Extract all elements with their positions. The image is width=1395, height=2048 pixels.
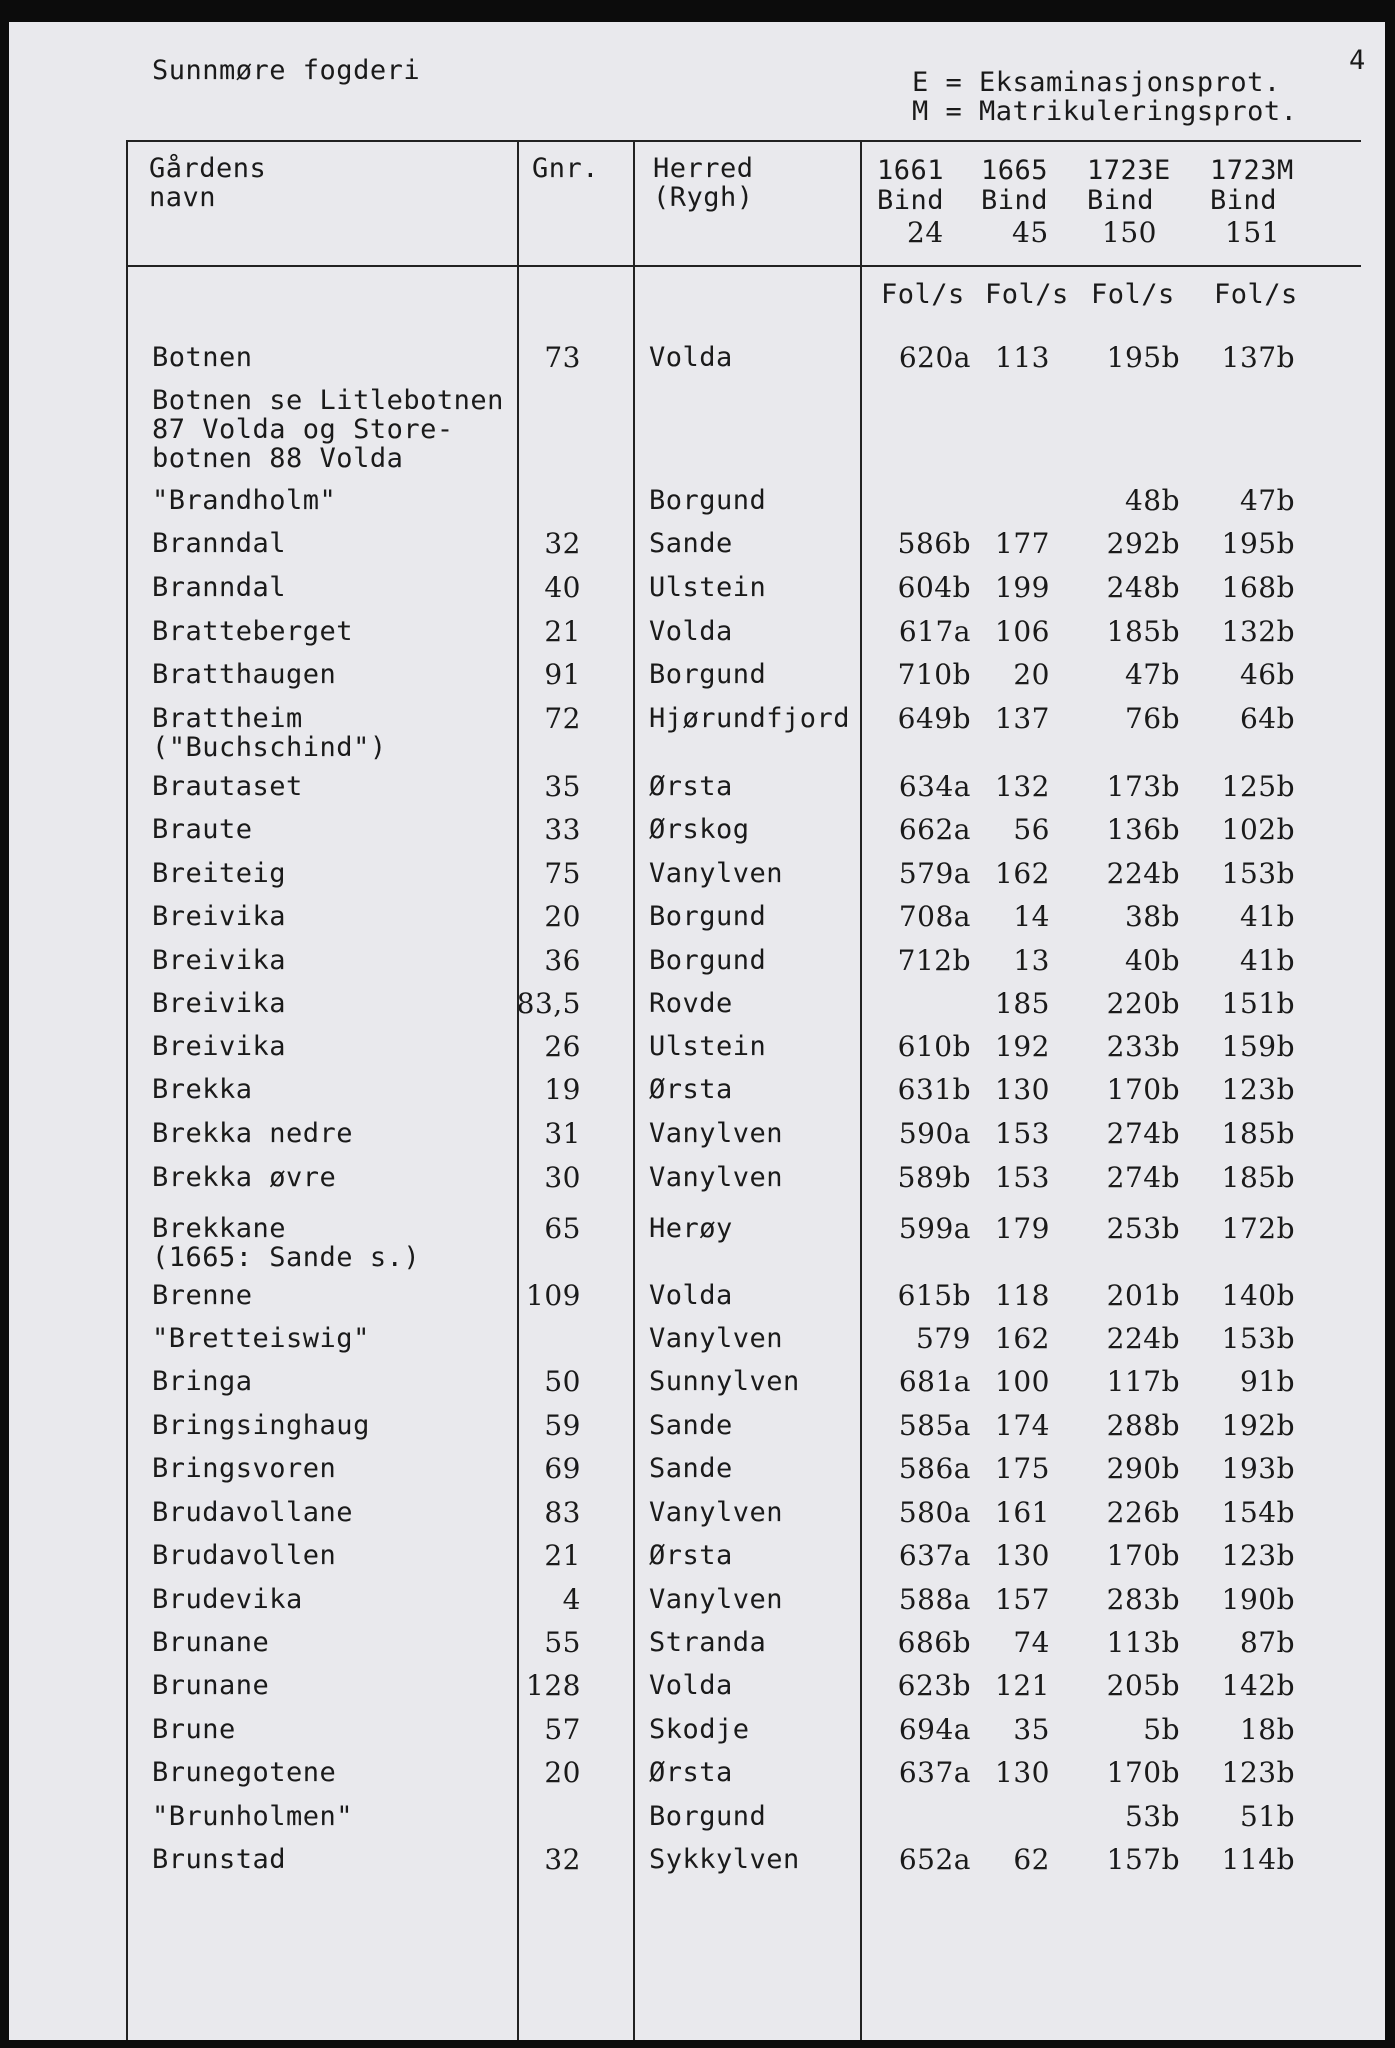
folio-1661-cell: 649b [897,702,971,735]
herred-cell: Sande [649,1453,733,1484]
folio-1723e-cell: 38b [1124,900,1180,933]
header-1661-volume: 24 [907,216,944,249]
folio-1661-cell: 580a [898,1496,971,1529]
folio-1665-cell: 14 [1013,900,1050,933]
farm-name: Brekkane [152,1213,287,1244]
folio-1661-cell: 604b [897,571,971,604]
folio-1723m-cell: 87b [1239,1626,1295,1659]
herred-cell: Borgund [649,945,767,976]
folio-1723m-cell: 102b [1221,813,1295,846]
header-fol-1665: Fol/s [985,279,1069,310]
page-number: 4 [1349,45,1366,76]
folio-1723e-cell: 157b [1106,1843,1180,1876]
folio-1661-cell: 712b [897,944,971,977]
herred-cell: Herøy [649,1213,733,1244]
gnr-cell: 75 [544,857,581,890]
gnr-cell: 109 [526,1279,581,1312]
folio-1723m-cell: 64b [1239,702,1295,735]
folio-1723e-cell: 220b [1106,987,1180,1020]
folio-1665-cell: 130 [995,1756,1050,1789]
farm-name: Brune [152,1714,236,1745]
folio-1665-cell: 56 [1013,813,1050,846]
header-fol-1661: Fol/s [881,279,965,310]
folio-1723m-cell: 140b [1221,1279,1295,1312]
folio-1723m-cell: 190b [1221,1583,1295,1616]
table-top-rule [126,140,1361,142]
header-fol-1723e: Fol/s [1091,279,1175,310]
folio-1661-cell: 579a [898,857,971,890]
folio-1723e-cell: 274b [1106,1117,1180,1150]
header-fol-1723m: Fol/s [1214,279,1298,310]
folio-1723e-cell: 173b [1106,770,1180,803]
folio-1661-cell: 579 [916,1322,971,1355]
folio-1723m-cell: 185b [1221,1161,1295,1194]
folio-1723e-cell: 40b [1124,944,1180,977]
farm-name: Branndal [152,528,287,559]
folio-1723e-cell: 47b [1124,658,1180,691]
folio-1661-cell: 686b [897,1626,971,1659]
farm-name: Botnen [152,342,253,373]
gnr-cell: 59 [544,1409,581,1442]
folio-1723m-cell: 132b [1221,615,1295,648]
header-name-line2: navn [149,182,217,213]
folio-1723m-cell: 46b [1239,658,1295,691]
folio-1723e-cell: 136b [1106,813,1180,846]
gnr-cell: 36 [544,944,581,977]
folio-1665-cell: 161 [995,1496,1050,1529]
herred-cell: Ørsta [649,1540,733,1571]
gnr-cell: 21 [544,615,581,648]
folio-1723m-cell: 91b [1239,1365,1295,1398]
herred-cell: Volda [649,1280,733,1311]
herred-cell: Vanylven [649,1162,784,1193]
folio-1661-cell: 623b [897,1669,971,1702]
folio-1665-cell: 113 [995,341,1050,374]
folio-1665-cell: 13 [1013,944,1050,977]
folio-1665-cell: 174 [995,1409,1050,1442]
folio-1661-cell: 615b [897,1279,971,1312]
farm-name: "Brandholm" [152,485,337,516]
farm-name: Brudevika [152,1584,303,1615]
folio-1661-cell: 710b [897,658,971,691]
folio-1723m-cell: 185b [1221,1117,1295,1150]
folio-1723e-cell: 248b [1106,571,1180,604]
gnr-cell: 55 [544,1626,581,1659]
farm-name: Brekka nedre [152,1118,354,1149]
folio-1665-cell: 130 [995,1539,1050,1572]
folio-1665-cell: 153 [995,1117,1050,1150]
gnr-cell: 35 [544,770,581,803]
gnr-cell: 19 [544,1073,581,1106]
folio-1723e-cell: 290b [1106,1452,1180,1485]
column-rule-gnr [517,140,519,2040]
header-1665-bind: Bind [981,185,1049,216]
farm-name: Bratteberget [152,616,354,647]
farm-name: Bringsvoren [152,1453,337,1484]
gnr-cell: 83,5 [516,987,581,1020]
folio-1661-cell: 708a [898,900,971,933]
header-herred-line2: (Rygh) [653,182,754,213]
folio-1661-cell: 599a [898,1212,971,1245]
page-title: Sunnmøre fogderi [152,55,421,86]
folio-1665-cell: 74 [1013,1626,1050,1659]
folio-1665-cell: 157 [995,1583,1050,1616]
header-1723e-volume: 150 [1102,216,1157,249]
gnr-cell: 20 [544,900,581,933]
farm-name: Brekka øvre [152,1162,337,1193]
folio-1665-cell: 175 [995,1452,1050,1485]
farm-name: Breivika [152,901,287,932]
folio-1661-cell: 586b [897,527,971,560]
folio-1723m-cell: 195b [1221,527,1295,560]
folio-1661-cell: 585a [898,1409,971,1442]
folio-1723e-cell: 5b [1143,1713,1180,1746]
column-rule-left [126,140,128,2040]
farm-name: Breivika [152,988,287,1019]
column-rule-volumes [860,140,862,2040]
folio-1723e-cell: 117b [1106,1365,1180,1398]
folio-1665-cell: 100 [995,1365,1050,1398]
gnr-cell: 20 [544,1756,581,1789]
folio-1723e-cell: 170b [1106,1756,1180,1789]
folio-1665-cell: 179 [995,1212,1050,1245]
folio-1665-cell: 106 [995,615,1050,648]
header-1723m-bind: Bind [1210,185,1278,216]
herred-cell: Borgund [649,485,767,516]
folio-1723e-cell: 274b [1106,1161,1180,1194]
herred-cell: Borgund [649,901,767,932]
herred-cell: Vanylven [649,1584,784,1615]
farm-name: botnen 88 Volda [152,443,404,474]
farm-name: Branndal [152,572,287,603]
folio-1723e-cell: 195b [1106,341,1180,374]
header-1723e-bind: Bind [1087,185,1155,216]
folio-1665-cell: 118 [995,1279,1050,1312]
folio-1665-cell: 199 [995,571,1050,604]
legend-line-e: E = Eksaminasjonsprot. [912,67,1281,98]
herred-cell: Volda [649,616,733,647]
farm-name: Brekka [152,1074,253,1105]
folio-1661-cell: 634a [898,770,971,803]
folio-1723e-cell: 201b [1106,1279,1180,1312]
legend-line-m: M = Matrikuleringsprot. [912,96,1298,127]
herred-cell: Sande [649,528,733,559]
folio-1661-cell: 610b [897,1030,971,1063]
folio-1665-cell: 185 [995,987,1050,1020]
herred-cell: Ørsta [649,1074,733,1105]
gnr-cell: 32 [544,1843,581,1876]
folio-1661-cell: 681a [898,1365,971,1398]
farm-name: Breivika [152,945,287,976]
farm-name: Brunane [152,1627,270,1658]
folio-1665-cell: 177 [995,527,1050,560]
folio-1661-cell: 662a [898,813,971,846]
herred-cell: Skodje [649,1714,750,1745]
farm-name: Braute [152,814,253,845]
header-herred-line1: Herred [653,153,754,184]
herred-cell: Borgund [649,659,767,690]
herred-cell: Volda [649,342,733,373]
folio-1723e-cell: 113b [1106,1626,1180,1659]
folio-1665-cell: 130 [995,1073,1050,1106]
folio-1723m-cell: 142b [1221,1669,1295,1702]
folio-1665-cell: 35 [1013,1713,1050,1746]
folio-1723m-cell: 41b [1239,944,1295,977]
herred-cell: Vanylven [649,1497,784,1528]
folio-1665-cell: 62 [1013,1843,1050,1876]
folio-1723e-cell: 233b [1106,1030,1180,1063]
header-gnr: Gnr. [532,153,600,184]
folio-1661-cell: 586a [898,1452,971,1485]
folio-1723m-cell: 153b [1221,857,1295,890]
folio-1665-cell: 162 [995,857,1050,890]
folio-1661-cell: 589b [897,1161,971,1194]
farm-name: Bratthaugen [152,659,337,690]
gnr-cell: 40 [544,571,581,604]
header-1723m-volume: 151 [1225,216,1280,249]
folio-1723m-cell: 47b [1239,484,1295,517]
folio-1723m-cell: 154b [1221,1496,1295,1529]
farm-name: "Bretteiswig" [152,1323,370,1354]
folio-1661-cell: 637a [898,1539,971,1572]
gnr-cell: 57 [544,1713,581,1746]
folio-1723m-cell: 51b [1239,1800,1295,1833]
folio-1723m-cell: 193b [1221,1452,1295,1485]
folio-1665-cell: 192 [995,1030,1050,1063]
header-1723m-year: 1723M [1210,155,1294,186]
folio-1723m-cell: 168b [1221,571,1295,604]
folio-1723e-cell: 226b [1106,1496,1180,1529]
folio-1723m-cell: 137b [1221,341,1295,374]
herred-cell: Sykkylven [649,1844,800,1875]
gnr-cell: 73 [544,341,581,374]
folio-1723m-cell: 123b [1221,1756,1295,1789]
folio-1723m-cell: 172b [1221,1212,1295,1245]
folio-1723m-cell: 18b [1239,1713,1295,1746]
gnr-cell: 69 [544,1452,581,1485]
gnr-cell: 32 [544,527,581,560]
herred-cell: Vanylven [649,1118,784,1149]
folio-1661-cell: 620a [898,341,971,374]
header-1665-year: 1665 [981,155,1049,186]
header-1661-year: 1661 [877,155,945,186]
folio-1723m-cell: 114b [1221,1843,1295,1876]
folio-1723e-cell: 283b [1106,1583,1180,1616]
herred-cell: Vanylven [649,1323,784,1354]
herred-cell: Stranda [649,1627,767,1658]
herred-cell: Hjørundfjord [649,703,851,734]
gnr-cell: 83 [544,1496,581,1529]
folio-1665-cell: 137 [995,702,1050,735]
document-page [9,22,1385,2040]
herred-cell: Ørskog [649,814,750,845]
farm-name: Brudavollane [152,1497,354,1528]
folio-1661-cell: 617a [898,615,971,648]
folio-1723m-cell: 41b [1239,900,1295,933]
folio-1723e-cell: 170b [1106,1539,1180,1572]
farm-name: Bringa [152,1366,253,1397]
farm-name: 87 Volda og Store- [152,414,454,445]
farm-name: Botnen se Litlebotnen [152,385,504,416]
herred-cell: Vanylven [649,858,784,889]
folio-1723m-cell: 153b [1221,1322,1295,1355]
herred-cell: Rovde [649,988,733,1019]
header-1665-volume: 45 [1012,216,1049,249]
folio-1723m-cell: 123b [1221,1539,1295,1572]
folio-1723e-cell: 170b [1106,1073,1180,1106]
folio-1723e-cell: 205b [1106,1669,1180,1702]
folio-1665-cell: 162 [995,1322,1050,1355]
folio-1723m-cell: 192b [1221,1409,1295,1442]
herred-cell: Borgund [649,1801,767,1832]
folio-1723e-cell: 288b [1106,1409,1180,1442]
farm-name: Brunstad [152,1844,287,1875]
farm-name: "Brunholmen" [152,1801,354,1832]
folio-1661-cell: 631b [897,1073,971,1106]
herred-cell: Sande [649,1410,733,1441]
gnr-cell: 21 [544,1539,581,1572]
gnr-cell: 4 [562,1583,581,1616]
folio-1661-cell: 637a [898,1756,971,1789]
folio-1723m-cell: 125b [1221,770,1295,803]
folio-1661-cell: 694a [898,1713,971,1746]
header-1661-bind: Bind [877,185,945,216]
folio-1723e-cell: 48b [1124,484,1180,517]
herred-cell: Volda [649,1670,733,1701]
folio-1723e-cell: 224b [1106,1322,1180,1355]
herred-cell: Ørsta [649,1757,733,1788]
folio-1665-cell: 20 [1013,658,1050,691]
header-name-line1: Gårdens [149,153,267,184]
folio-1661-cell: 590a [898,1117,971,1150]
gnr-cell: 26 [544,1030,581,1063]
folio-1665-cell: 132 [995,770,1050,803]
folio-1723m-cell: 151b [1221,987,1295,1020]
gnr-cell: 50 [544,1365,581,1398]
header-1723e-year: 1723E [1087,155,1171,186]
folio-1723e-cell: 185b [1106,615,1180,648]
gnr-cell: 30 [544,1161,581,1194]
folio-1661-cell: 588a [898,1583,971,1616]
gnr-cell: 33 [544,813,581,846]
gnr-cell: 128 [526,1669,581,1702]
farm-name: Bringsinghaug [152,1410,370,1441]
farm-name: Breivika [152,1031,287,1062]
farm-name: Brunegotene [152,1757,337,1788]
folio-1723m-cell: 159b [1221,1030,1295,1063]
herred-cell: Ulstein [649,572,767,603]
herred-cell: Sunnylven [649,1366,800,1397]
folio-1665-cell: 153 [995,1161,1050,1194]
farm-name: Brenne [152,1280,253,1311]
gnr-cell: 91 [544,658,581,691]
folio-1661-cell: 652a [898,1843,971,1876]
farm-name: (1665: Sande s.) [152,1242,421,1273]
folio-1723e-cell: 292b [1106,527,1180,560]
farm-name: Brattheim [152,703,303,734]
gnr-cell: 72 [544,702,581,735]
folio-1723e-cell: 53b [1124,1800,1180,1833]
folio-1665-cell: 121 [995,1669,1050,1702]
column-rule-herred [633,140,635,2040]
header-bottom-rule [126,265,1361,267]
gnr-cell: 65 [544,1212,581,1245]
gnr-cell: 31 [544,1117,581,1150]
farm-name: Brautaset [152,771,303,802]
folio-1723e-cell: 76b [1124,702,1180,735]
folio-1723m-cell: 123b [1221,1073,1295,1106]
herred-cell: Ulstein [649,1031,767,1062]
farm-name: Brudavollen [152,1540,337,1571]
farm-name: Brunane [152,1670,270,1701]
herred-cell: Ørsta [649,771,733,802]
folio-1723e-cell: 224b [1106,857,1180,890]
farm-name: ("Buchschind") [152,732,387,763]
farm-name: Breiteig [152,858,287,889]
folio-1723e-cell: 253b [1106,1212,1180,1245]
